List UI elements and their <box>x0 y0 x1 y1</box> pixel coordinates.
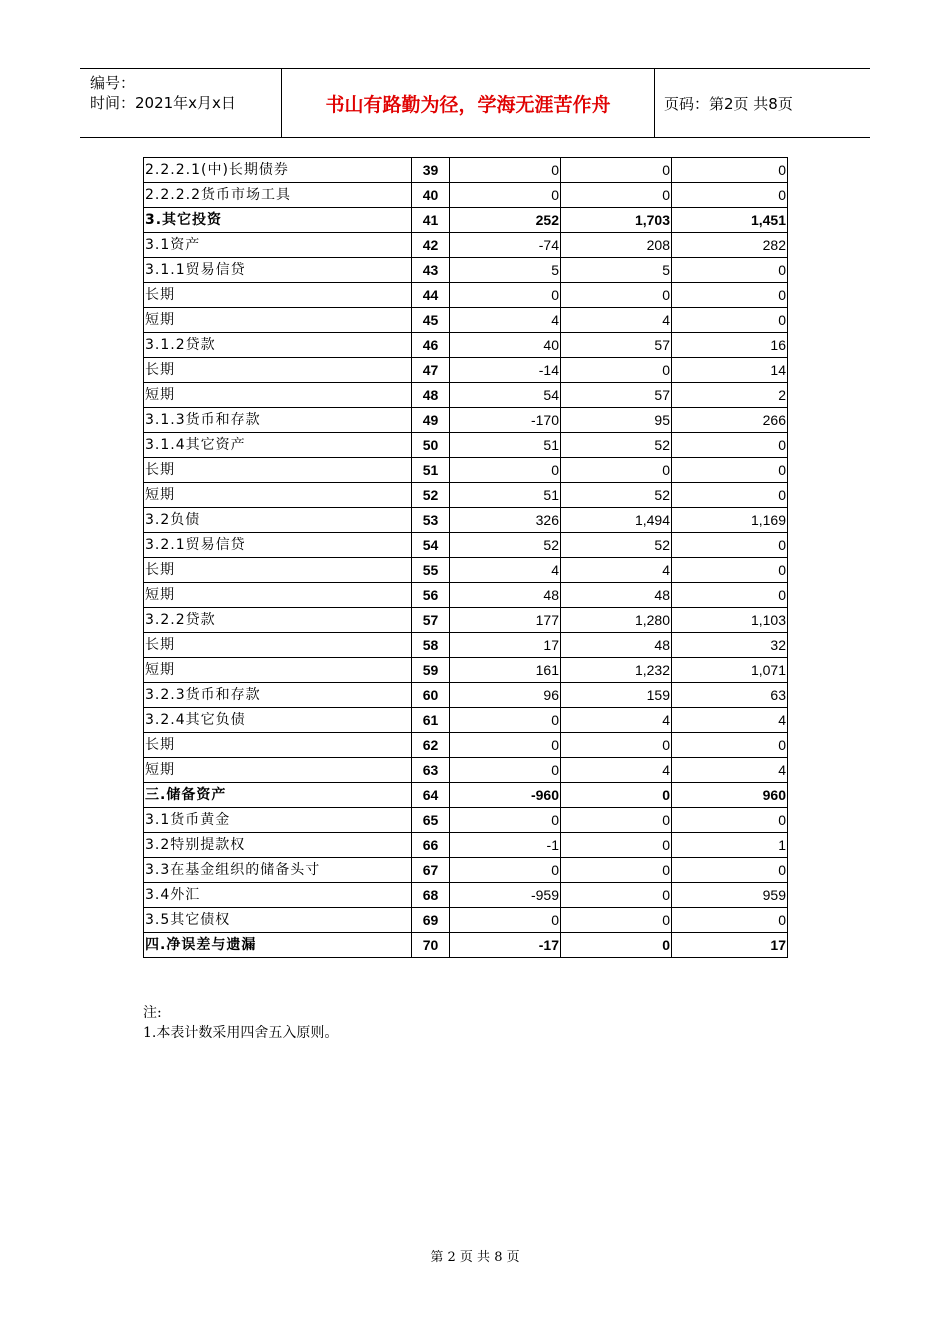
row-value-1: 0 <box>450 858 561 883</box>
row-value-2: 1,703 <box>561 208 672 233</box>
row-value-1: -74 <box>450 233 561 258</box>
row-code: 44 <box>412 283 450 308</box>
table-row <box>144 883 788 908</box>
table-row <box>144 683 788 708</box>
row-value-3: 0 <box>672 858 788 883</box>
table-row <box>144 233 788 258</box>
page-footer: 第 2 页 共 8 页 <box>430 1250 520 1265</box>
date-label: 时间：2021年x月x日 <box>90 94 236 112</box>
table-row <box>144 933 788 958</box>
row-label: 3.3在基金组织的储备头寸 <box>144 858 412 883</box>
row-value-1: 0 <box>450 283 561 308</box>
row-code: 54 <box>412 533 450 558</box>
row-value-3: 1,451 <box>672 208 788 233</box>
row-code: 47 <box>412 358 450 383</box>
row-code: 39 <box>412 158 450 183</box>
row-code: 62 <box>412 733 450 758</box>
row-label: 长期 <box>144 358 412 383</box>
row-value-2: 0 <box>561 908 672 933</box>
row-label: 长期 <box>144 633 412 658</box>
row-value-2: 1,280 <box>561 608 672 633</box>
row-value-3: 2 <box>672 383 788 408</box>
row-code: 66 <box>412 833 450 858</box>
row-label: 3.1货币黄金 <box>144 808 412 833</box>
table-row <box>144 708 788 733</box>
row-value-2: 4 <box>561 308 672 333</box>
row-label: 短期 <box>144 583 412 608</box>
row-code: 50 <box>412 433 450 458</box>
row-value-1: 52 <box>450 533 561 558</box>
row-value-3: 0 <box>672 158 788 183</box>
row-value-2: 4 <box>561 708 672 733</box>
row-value-1: 48 <box>450 583 561 608</box>
row-label: 3.1资产 <box>144 233 412 258</box>
row-value-3: 0 <box>672 308 788 333</box>
row-label: 3.1.4其它资产 <box>144 433 412 458</box>
row-label: 3.1.2贷款 <box>144 333 412 358</box>
table-row <box>144 258 788 283</box>
row-value-3: 32 <box>672 633 788 658</box>
header-divider <box>654 69 655 137</box>
row-value-1: -960 <box>450 783 561 808</box>
table-row <box>144 358 788 383</box>
row-label: 短期 <box>144 658 412 683</box>
row-value-2: 57 <box>561 383 672 408</box>
row-label: 三.储备资产 <box>144 783 412 808</box>
row-value-3: 0 <box>672 558 788 583</box>
row-code: 58 <box>412 633 450 658</box>
table-row <box>144 733 788 758</box>
row-code: 59 <box>412 658 450 683</box>
row-code: 40 <box>412 183 450 208</box>
row-label: 短期 <box>144 308 412 333</box>
row-value-1: 326 <box>450 508 561 533</box>
row-label: 3.2.4其它负债 <box>144 708 412 733</box>
notes-line: 1.本表计数采用四舍五入原则。 <box>143 1025 339 1041</box>
row-value-1: 51 <box>450 483 561 508</box>
row-value-3: 0 <box>672 458 788 483</box>
row-label: 长期 <box>144 458 412 483</box>
row-code: 52 <box>412 483 450 508</box>
table-row <box>144 858 788 883</box>
row-value-3: 63 <box>672 683 788 708</box>
row-value-2: 57 <box>561 333 672 358</box>
table-row <box>144 808 788 833</box>
row-label: 3.2.2贷款 <box>144 608 412 633</box>
row-value-3: 1,169 <box>672 508 788 533</box>
row-label: 3.2特别提款权 <box>144 833 412 858</box>
row-value-2: 0 <box>561 458 672 483</box>
row-value-2: 4 <box>561 758 672 783</box>
row-value-1: 17 <box>450 633 561 658</box>
row-code: 53 <box>412 508 450 533</box>
row-label: 长期 <box>144 283 412 308</box>
row-value-2: 0 <box>561 808 672 833</box>
row-code: 55 <box>412 558 450 583</box>
row-label: 短期 <box>144 483 412 508</box>
row-value-3: 0 <box>672 433 788 458</box>
row-value-1: 0 <box>450 158 561 183</box>
row-value-1: -14 <box>450 358 561 383</box>
row-value-3: 17 <box>672 933 788 958</box>
row-value-1: 96 <box>450 683 561 708</box>
row-code: 60 <box>412 683 450 708</box>
row-label: 3.5其它债权 <box>144 908 412 933</box>
row-code: 46 <box>412 333 450 358</box>
row-value-1: 4 <box>450 558 561 583</box>
table-row <box>144 433 788 458</box>
row-code: 64 <box>412 783 450 808</box>
table-row <box>144 333 788 358</box>
row-code: 57 <box>412 608 450 633</box>
row-value-2: 95 <box>561 408 672 433</box>
row-value-2: 0 <box>561 183 672 208</box>
row-value-3: 0 <box>672 183 788 208</box>
row-code: 45 <box>412 308 450 333</box>
row-value-3: 4 <box>672 708 788 733</box>
row-value-1: 0 <box>450 908 561 933</box>
header-page-number: 页码：第2页 共8页 <box>664 94 793 113</box>
balance-of-payments-table <box>143 157 788 958</box>
table-row <box>144 483 788 508</box>
table-row <box>144 533 788 558</box>
row-value-2: 48 <box>561 633 672 658</box>
table-row <box>144 183 788 208</box>
row-value-3: 959 <box>672 883 788 908</box>
table-body <box>144 158 788 958</box>
row-value-3: 960 <box>672 783 788 808</box>
row-value-3: 0 <box>672 733 788 758</box>
row-value-1: 161 <box>450 658 561 683</box>
page-header <box>80 68 870 138</box>
row-label: 2.2.2.2货币市场工具 <box>144 183 412 208</box>
row-value-3: 16 <box>672 333 788 358</box>
row-value-2: 0 <box>561 358 672 383</box>
table-row <box>144 833 788 858</box>
table-row <box>144 158 788 183</box>
table-row <box>144 608 788 633</box>
row-label: 3.其它投资 <box>144 208 412 233</box>
row-value-1: 252 <box>450 208 561 233</box>
row-value-1: 0 <box>450 808 561 833</box>
row-label: 3.2.3货币和存款 <box>144 683 412 708</box>
table-row <box>144 383 788 408</box>
row-value-2: 52 <box>561 483 672 508</box>
table-row <box>144 658 788 683</box>
row-value-2: 52 <box>561 433 672 458</box>
header-meta <box>90 73 236 113</box>
row-value-2: 0 <box>561 933 672 958</box>
row-code: 48 <box>412 383 450 408</box>
row-value-2: 52 <box>561 533 672 558</box>
row-value-3: 0 <box>672 258 788 283</box>
header-motto: 书山有路勤为径，学海无涯苦作舟 <box>325 93 611 116</box>
row-value-1: 0 <box>450 708 561 733</box>
row-value-1: 177 <box>450 608 561 633</box>
table-row <box>144 783 788 808</box>
row-value-3: 0 <box>672 483 788 508</box>
row-value-2: 159 <box>561 683 672 708</box>
row-code: 43 <box>412 258 450 283</box>
row-value-2: 0 <box>561 833 672 858</box>
row-label: 长期 <box>144 558 412 583</box>
row-value-3: 1,103 <box>672 608 788 633</box>
row-value-1: 40 <box>450 333 561 358</box>
serial-label: 编号： <box>90 74 136 92</box>
row-value-3: 0 <box>672 808 788 833</box>
row-label: 2.2.2.1(中)长期债券 <box>144 158 412 183</box>
row-code: 42 <box>412 233 450 258</box>
row-value-1: 51 <box>450 433 561 458</box>
row-value-1: 0 <box>450 458 561 483</box>
row-code: 63 <box>412 758 450 783</box>
row-value-1: -1 <box>450 833 561 858</box>
table-row <box>144 583 788 608</box>
row-label: 四.净误差与遗漏 <box>144 933 412 958</box>
row-value-2: 0 <box>561 783 672 808</box>
row-value-2: 1,232 <box>561 658 672 683</box>
row-value-3: 0 <box>672 533 788 558</box>
row-value-1: 4 <box>450 308 561 333</box>
row-code: 68 <box>412 883 450 908</box>
row-value-2: 1,494 <box>561 508 672 533</box>
row-value-3: 14 <box>672 358 788 383</box>
table-row <box>144 208 788 233</box>
notes-title: 注: <box>143 1005 162 1021</box>
row-value-3: 4 <box>672 758 788 783</box>
row-value-2: 4 <box>561 558 672 583</box>
row-code: 69 <box>412 908 450 933</box>
table-row <box>144 458 788 483</box>
row-label: 3.4外汇 <box>144 883 412 908</box>
table-row <box>144 633 788 658</box>
row-value-1: 0 <box>450 733 561 758</box>
row-value-2: 0 <box>561 283 672 308</box>
row-value-3: 0 <box>672 283 788 308</box>
row-value-1: 0 <box>450 183 561 208</box>
row-value-2: 0 <box>561 733 672 758</box>
row-code: 65 <box>412 808 450 833</box>
row-value-1: 54 <box>450 383 561 408</box>
row-value-2: 0 <box>561 158 672 183</box>
row-label: 短期 <box>144 383 412 408</box>
row-value-1: 5 <box>450 258 561 283</box>
row-code: 49 <box>412 408 450 433</box>
row-value-3: 0 <box>672 583 788 608</box>
row-value-3: 282 <box>672 233 788 258</box>
row-value-1: -959 <box>450 883 561 908</box>
row-code: 67 <box>412 858 450 883</box>
row-label: 3.1.3货币和存款 <box>144 408 412 433</box>
row-value-2: 208 <box>561 233 672 258</box>
row-code: 56 <box>412 583 450 608</box>
table-row <box>144 308 788 333</box>
table-row <box>144 408 788 433</box>
row-label: 长期 <box>144 733 412 758</box>
row-value-3: 1 <box>672 833 788 858</box>
row-label: 3.1.1贸易信贷 <box>144 258 412 283</box>
row-value-3: 266 <box>672 408 788 433</box>
row-value-1: -17 <box>450 933 561 958</box>
row-label: 3.2负债 <box>144 508 412 533</box>
notes-section <box>143 1003 338 1043</box>
row-code: 41 <box>412 208 450 233</box>
table-row <box>144 908 788 933</box>
row-label: 短期 <box>144 758 412 783</box>
row-value-1: -170 <box>450 408 561 433</box>
row-code: 61 <box>412 708 450 733</box>
row-value-3: 1,071 <box>672 658 788 683</box>
row-code: 70 <box>412 933 450 958</box>
table-row <box>144 558 788 583</box>
table-row <box>144 508 788 533</box>
row-value-2: 5 <box>561 258 672 283</box>
table-row <box>144 758 788 783</box>
row-value-2: 48 <box>561 583 672 608</box>
table-row <box>144 283 788 308</box>
row-value-2: 0 <box>561 858 672 883</box>
row-label: 3.2.1贸易信贷 <box>144 533 412 558</box>
row-code: 51 <box>412 458 450 483</box>
row-value-1: 0 <box>450 758 561 783</box>
row-value-3: 0 <box>672 908 788 933</box>
row-value-2: 0 <box>561 883 672 908</box>
